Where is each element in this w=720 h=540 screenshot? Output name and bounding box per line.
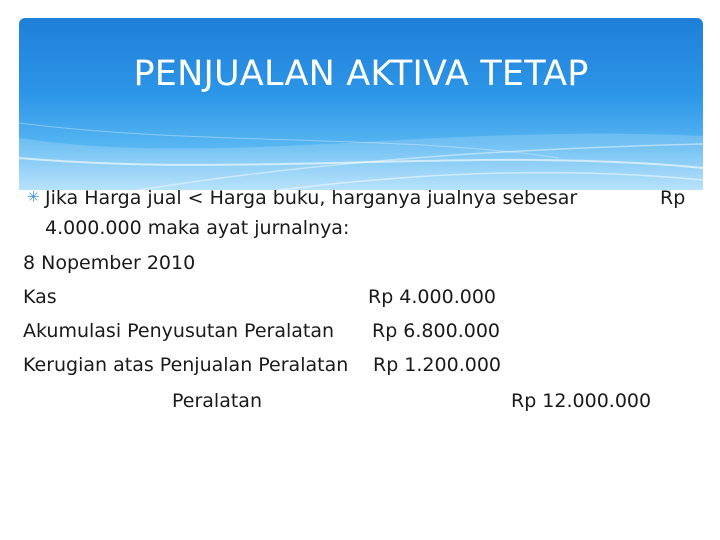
journal-amount: Rp 12.000.000 xyxy=(511,390,652,412)
journal-account: Peralatan xyxy=(172,390,262,412)
journal-account: Akumulasi Penyusutan Peralatan xyxy=(23,320,335,342)
title-banner xyxy=(19,18,703,190)
journal-amount: Rp 4.000.000 xyxy=(368,286,496,308)
bullet-text-rp: Rp xyxy=(660,187,686,209)
journal-date: 8 Nopember 2010 xyxy=(23,252,196,274)
journal-account: Kas xyxy=(23,286,57,308)
journal-amount: Rp 1.200.000 xyxy=(373,354,501,376)
bullet-text-line1: Jika Harga jual < Harga buku, harganya jualnya sebesar xyxy=(45,187,578,209)
page-title: PENJUALAN AKTIVA TETAP xyxy=(133,54,589,94)
bullet-text-line2: 4.000.000 maka ayat jurnalnya: xyxy=(45,217,350,239)
banner-wave-decoration xyxy=(19,18,703,190)
bullet-icon: ✳ xyxy=(27,188,40,206)
journal-account: Kerugian atas Penjualan Peralatan xyxy=(23,354,349,376)
journal-amount: Rp 6.800.000 xyxy=(372,320,500,342)
